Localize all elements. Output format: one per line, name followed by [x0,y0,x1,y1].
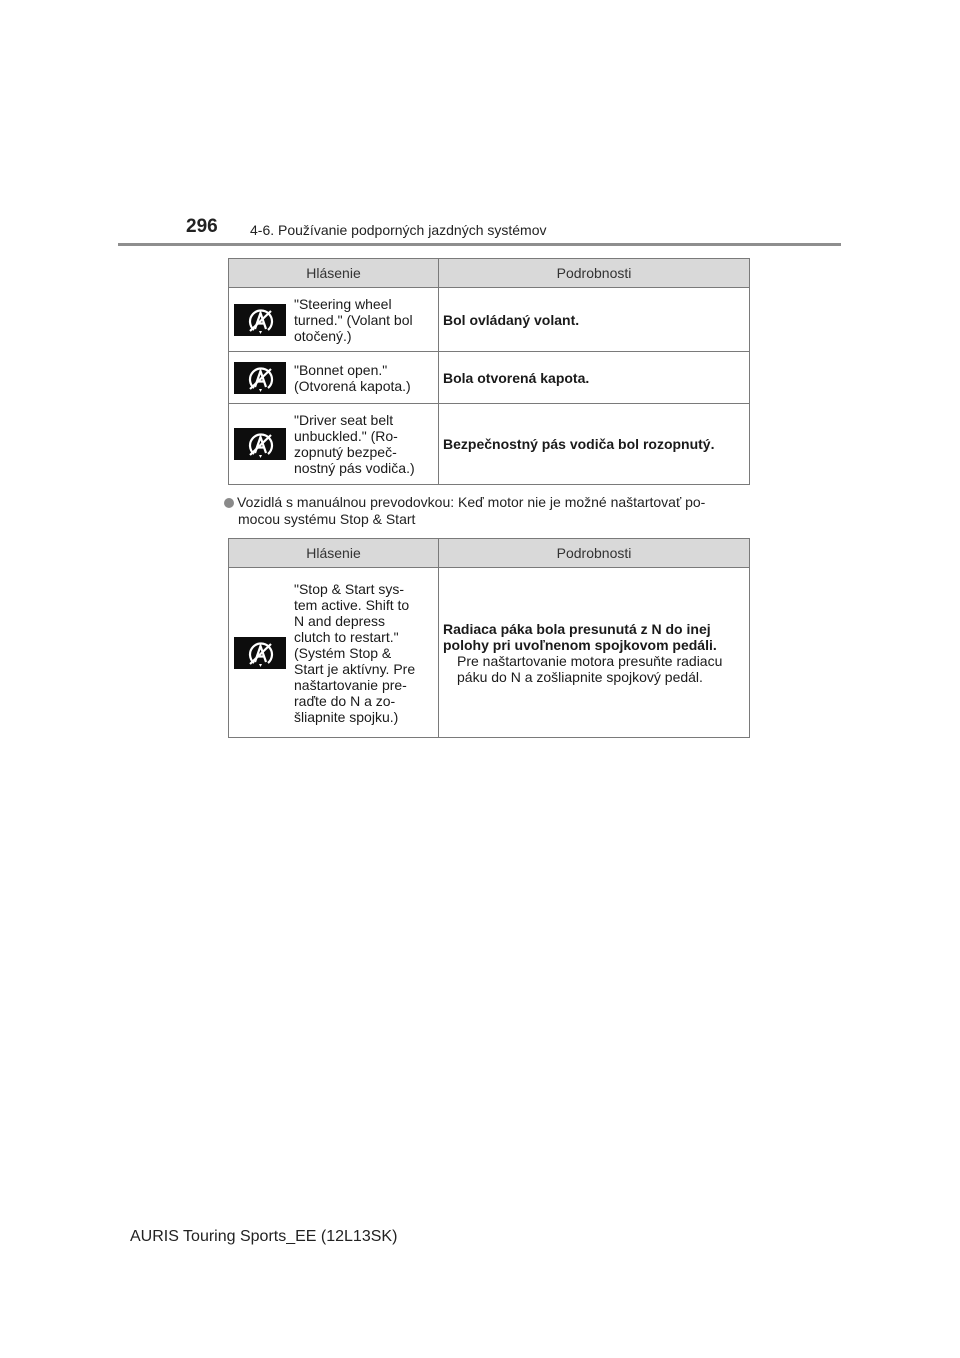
message-line: "Driver seat belt [294,412,394,428]
detail-cell [439,568,750,738]
messages-table-1 [228,258,750,485]
message-line: "Bonnet open." [294,361,388,378]
icon-cell [229,288,293,352]
table-header-row [229,539,750,568]
detail-note-line: Pre naštartovanie motora presuňte radiacu [457,652,723,669]
table-header-row [229,259,750,288]
bullet-text-line: mocou systému Stop & Start [238,511,416,527]
message-cell [292,568,439,738]
footer-model-code: AURIS Touring Sports_EE (12L13SK) [130,1228,398,1245]
message-line: turned." (Volant bol [294,311,413,328]
bullet-paragraph [224,494,752,528]
column-header-message: Hlásenie [229,259,439,288]
message-line: "Stop & Start sys- [294,580,405,597]
message-cell [292,404,439,485]
message-line: N and depress [294,612,386,629]
header-divider [118,243,841,246]
column-header-message: Hlásenie [229,539,439,568]
icon-cell [229,352,293,404]
table-row [229,352,750,404]
bullet-text-line: Vozidlá s manuálnou prevodovkou: Keď motor nie je možné naštartovať po- [237,494,706,510]
stop-start-off-icon [234,428,286,460]
message-line: (Otvorená kapota.) [294,377,411,394]
message-line: raďte do N a zo- [294,692,396,709]
table-row [229,404,750,485]
message-line: Start je aktívny. Pre [294,660,416,677]
message-cell [292,288,439,352]
page-number: 296 [186,216,218,237]
message-line: naštartovanie pre- [294,676,407,693]
message-line: tem active. Shift to [294,596,410,613]
message-line: "Steering wheel [294,295,392,312]
column-header-details: Podrobnosti [439,539,750,568]
icon-cell [229,568,293,738]
message-line: nostný pás vodiča.) [294,460,415,476]
detail-cell: Bola otvorená kapota. [439,352,750,404]
message-line: otočený.) [294,327,352,344]
column-header-details: Podrobnosti [439,259,750,288]
detail-cell: Bezpečnostný pás vodiča bol rozopnutý. [439,404,750,485]
section-title: 4-6. Používanie podporných jazdných systémov [250,222,547,238]
detail-bold-line: polohy pri uvoľnenom spojkovom pedáli. [443,636,717,653]
message-line: šliapnite spojku.) [294,708,399,725]
table-row [229,568,750,738]
stop-start-off-icon [234,637,286,669]
detail-note-line: páku do N a zošliapnite spojkový pedál. [457,668,703,685]
stop-start-off-icon [234,362,286,394]
messages-table-2 [228,538,750,738]
icon-cell [229,404,293,485]
message-cell [292,352,439,404]
bullet-dot-icon [224,498,234,508]
detail-cell: Bol ovládaný volant. [439,288,750,352]
detail-bold-line: Radiaca páka bola presunutá z N do inej [443,620,711,637]
message-line: (Systém Stop & [294,644,392,661]
table-row [229,288,750,352]
message-line: clutch to restart." [294,628,399,645]
stop-start-off-icon [234,304,286,336]
message-line: zopnutý bezpeč- [294,444,397,460]
message-line: unbuckled." (Ro- [294,428,398,444]
